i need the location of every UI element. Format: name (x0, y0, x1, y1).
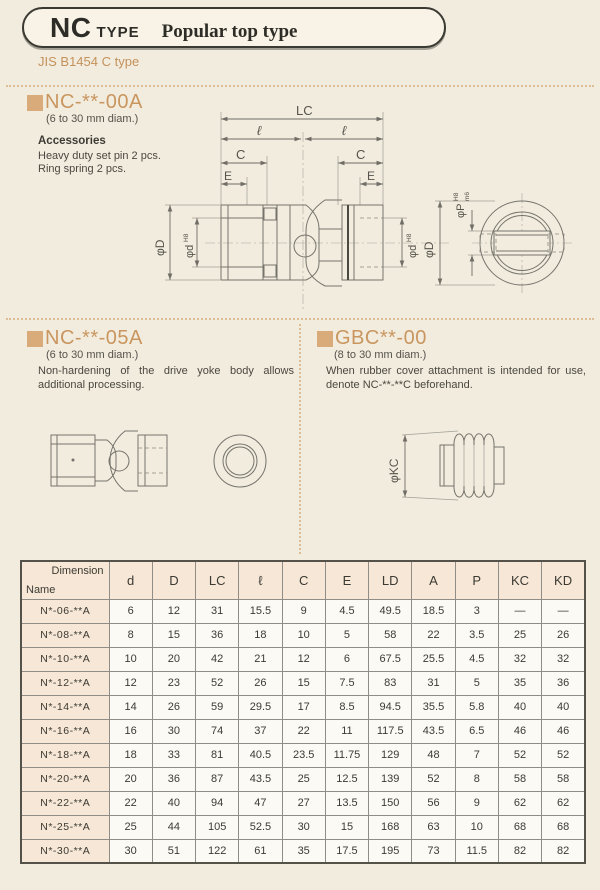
diameter-range: (8 to 30 mm diam.) (334, 349, 427, 361)
ring-end-view (214, 435, 266, 487)
column-header: C (282, 561, 325, 599)
rubber-bellows (440, 434, 504, 498)
table-row (21, 767, 585, 791)
phi-d-outer-left-label: φD (153, 239, 167, 256)
phi-kc-label: φKC (387, 458, 401, 483)
table-cell: 117.5 (369, 719, 412, 743)
table-cell: 6 (325, 647, 368, 671)
table-cell: 36 (152, 767, 195, 791)
centerlines (205, 132, 574, 310)
table-cell: 46 (498, 719, 541, 743)
table-cell: 56 (412, 791, 455, 815)
table-cell: 36 (542, 671, 585, 695)
table-cell: 52 (196, 671, 239, 695)
dim-label-lc: LC (296, 103, 313, 118)
row-name-cell: N*-18-**A (21, 743, 109, 767)
table-cell: 15 (325, 815, 368, 839)
table-cell: 168 (369, 815, 412, 839)
table-cell: 25 (498, 623, 541, 647)
section-bullet-icon (27, 331, 43, 347)
table-cell: 15 (282, 671, 325, 695)
table-cell: 52 (498, 743, 541, 767)
row-name-cell: N*-20-**A (21, 767, 109, 791)
table-cell: 10 (109, 647, 152, 671)
dim-label-c-right: C (356, 147, 366, 162)
table-cell: 8 (455, 767, 498, 791)
table-cell: 3 (455, 599, 498, 623)
row-name-cell: N*-08-**A (21, 623, 109, 647)
series-code: NC (50, 12, 92, 43)
table-cell: 11.5 (455, 839, 498, 863)
table-cell: 22 (109, 791, 152, 815)
table-row (21, 719, 585, 743)
section-description: Non-hardening of the drive yoke body allows additional processing. (38, 365, 294, 391)
phi-p-label: φP (455, 203, 467, 218)
table-cell: 48 (412, 743, 455, 767)
table-cell: 40 (498, 695, 541, 719)
table-cell: 10 (455, 815, 498, 839)
main-drawing (150, 98, 595, 316)
row-name-cell: N*-14-**A (21, 695, 109, 719)
section-title-nc05a (27, 327, 143, 350)
diameter-range: (6 to 30 mm diam.) (46, 113, 139, 125)
yoke-side-view (51, 431, 167, 491)
table-cell: 32 (498, 647, 541, 671)
table-cell: 26 (542, 623, 585, 647)
dotted-separator-top (6, 85, 594, 87)
table-cell: 8 (109, 623, 152, 647)
table-cell: 52 (412, 767, 455, 791)
table-cell: 33 (152, 743, 195, 767)
table-cell: 15 (152, 623, 195, 647)
column-header: KC (498, 561, 541, 599)
column-header: ℓ (239, 561, 282, 599)
table-cell: 11.75 (325, 743, 368, 767)
table-cell: 36 (196, 623, 239, 647)
table-cell: 129 (369, 743, 412, 767)
table-cell: 5.8 (455, 695, 498, 719)
table-row (21, 647, 585, 671)
dim-label-l-left: ℓ (257, 123, 262, 138)
table-body (21, 599, 585, 863)
accessory-line: Heavy duty set pin 2 pcs. (38, 150, 161, 162)
table-cell: 30 (152, 719, 195, 743)
table-cell: 12 (152, 599, 195, 623)
extension-lines (165, 112, 495, 285)
table-row (21, 839, 585, 863)
table-cell: 62 (498, 791, 541, 815)
table-cell: 31 (196, 599, 239, 623)
table-cell: 94.5 (369, 695, 412, 719)
column-header: D (152, 561, 195, 599)
table-cell: 44 (152, 815, 195, 839)
table-row (21, 695, 585, 719)
row-name-cell: N*-06-**A (21, 599, 109, 623)
table-cell: 11 (325, 719, 368, 743)
table-row (21, 743, 585, 767)
table-cell: 21 (239, 647, 282, 671)
table-cell: 59 (196, 695, 239, 719)
table-cell: 40 (542, 695, 585, 719)
table-cell: 4.5 (325, 599, 368, 623)
table-cell: 22 (282, 719, 325, 743)
table-header-row (21, 561, 585, 599)
table-cell: 68 (542, 815, 585, 839)
accessory-line: Ring spring 2 pcs. (38, 163, 127, 175)
table-cell: 32 (542, 647, 585, 671)
section-title-gbc00 (317, 327, 427, 350)
table-cell: 25 (282, 767, 325, 791)
phi-d-outer-right-label: φD (422, 241, 436, 258)
table-cell: 27 (282, 791, 325, 815)
table-cell: 82 (542, 839, 585, 863)
table-cell: 195 (369, 839, 412, 863)
table-cell: 25.5 (412, 647, 455, 671)
table-cell: 42 (196, 647, 239, 671)
section-bullet-icon (27, 95, 43, 111)
corner-dimension-label: Dimension (51, 565, 104, 577)
table-cell: 12 (282, 647, 325, 671)
table-cell: 83 (369, 671, 412, 695)
table-cell: 122 (196, 839, 239, 863)
table-cell: 13.5 (325, 791, 368, 815)
column-header: LD (369, 561, 412, 599)
table-cell: — (498, 599, 541, 623)
table-cell: 87 (196, 767, 239, 791)
section-title-nc00a (27, 91, 143, 114)
section-description: When rubber cover attachment is intended for use, denote NC-**-**C beforehand. (326, 365, 586, 391)
table-cell: 10 (282, 623, 325, 647)
table-cell: 12.5 (325, 767, 368, 791)
table-cell: 82 (498, 839, 541, 863)
table-cell: 22 (412, 623, 455, 647)
phi-d-inner-right-label: φd (407, 244, 419, 258)
dimension-table (20, 560, 586, 864)
table-cell: 25 (109, 815, 152, 839)
table-cell: 20 (152, 647, 195, 671)
section-bullet-icon (317, 331, 333, 347)
table-row (21, 815, 585, 839)
table-cell: 58 (369, 623, 412, 647)
table-cell: 15.5 (239, 599, 282, 623)
column-header: E (325, 561, 368, 599)
table-cell: 6 (109, 599, 152, 623)
table-cell: 46 (542, 719, 585, 743)
table-cell: 14 (109, 695, 152, 719)
section-title-text: NC-**-00A (45, 91, 143, 113)
table-cell: 58 (542, 767, 585, 791)
table-row (21, 599, 585, 623)
table-cell: 43.5 (412, 719, 455, 743)
dim-label-e-right: E (367, 169, 376, 183)
table-cell: — (542, 599, 585, 623)
column-header: P (455, 561, 498, 599)
diameter-range: (6 to 30 mm diam.) (46, 349, 139, 361)
row-name-cell: N*-25-**A (21, 815, 109, 839)
table-cell: 35.5 (412, 695, 455, 719)
series-type-label: TYPE (96, 24, 140, 41)
table-cell: 18.5 (412, 599, 455, 623)
dim-label-c-left: C (236, 147, 246, 162)
table-cell: 5 (455, 671, 498, 695)
table-cell: 12 (109, 671, 152, 695)
table-row (21, 671, 585, 695)
table-row (21, 623, 585, 647)
table-cell: 139 (369, 767, 412, 791)
table-cell: 6.5 (455, 719, 498, 743)
table-cell: 29.5 (239, 695, 282, 719)
phi-d-inner-left-label: φd (184, 244, 196, 258)
row-name-cell: N*-16-**A (21, 719, 109, 743)
row-name-cell: N*-30-**A (21, 839, 109, 863)
table-cell: 9 (455, 791, 498, 815)
nc05a-drawing (35, 423, 297, 533)
extension-lines (402, 431, 458, 500)
dotted-separator-middle (6, 318, 594, 320)
table-cell: 31 (412, 671, 455, 695)
column-header: A (412, 561, 455, 599)
table-cell: 40 (152, 791, 195, 815)
dim-label-l-right: ℓ (342, 123, 347, 138)
table-cell: 17.5 (325, 839, 368, 863)
table-cell: 63 (412, 815, 455, 839)
table-cell: 58 (498, 767, 541, 791)
table-cell: 18 (109, 743, 152, 767)
accessories-heading: Accessories (38, 135, 106, 147)
section-title-text: GBC**-00 (335, 327, 427, 349)
section-title-text: NC-**-05A (45, 327, 143, 349)
table-cell: 5 (325, 623, 368, 647)
table-cell: 4.5 (455, 647, 498, 671)
tolerance-h8-label: H8 (183, 233, 190, 242)
table-cell: 37 (239, 719, 282, 743)
table-cell: 7.5 (325, 671, 368, 695)
table-cell: 3.5 (455, 623, 498, 647)
column-header: d (109, 561, 152, 599)
table-corner-cell (21, 561, 109, 599)
table-cell: 67.5 (369, 647, 412, 671)
header-title: Popular top type (161, 21, 298, 42)
table-cell: 20 (109, 767, 152, 791)
table-cell: 47 (239, 791, 282, 815)
gbc-drawing (340, 415, 570, 535)
table-cell: 43.5 (239, 767, 282, 791)
table-cell: 74 (196, 719, 239, 743)
row-name-cell: N*-22-**A (21, 791, 109, 815)
table-cell: 7 (455, 743, 498, 767)
table-cell: 26 (152, 695, 195, 719)
table-cell: 51 (152, 839, 195, 863)
table-cell: 17 (282, 695, 325, 719)
table-cell: 52.5 (239, 815, 282, 839)
table-cell: 61 (239, 839, 282, 863)
table-cell: 16 (109, 719, 152, 743)
table-cell: 18 (239, 623, 282, 647)
dimension-lines (170, 119, 472, 285)
table-cell: 49.5 (369, 599, 412, 623)
table-cell: 73 (412, 839, 455, 863)
row-name-cell: N*-12-**A (21, 671, 109, 695)
table-cell: 26 (239, 671, 282, 695)
table-cell: 30 (109, 839, 152, 863)
table-cell: 23 (152, 671, 195, 695)
table-cell: 40.5 (239, 743, 282, 767)
table-cell: 150 (369, 791, 412, 815)
header-box (22, 7, 446, 48)
table-cell: 30 (282, 815, 325, 839)
tolerance-m6-label: m6 (464, 191, 471, 201)
dotted-divider-vertical (299, 324, 301, 554)
table-cell: 62 (542, 791, 585, 815)
corner-name-label: Name (26, 583, 56, 596)
dim-label-e-left: E (224, 169, 233, 183)
table-cell: 94 (196, 791, 239, 815)
table-cell: 9 (282, 599, 325, 623)
row-name-cell: N*-10-**A (21, 647, 109, 671)
tolerance-h8-label: H8 (406, 233, 413, 242)
table-cell: 68 (498, 815, 541, 839)
table-cell: 81 (196, 743, 239, 767)
column-header: LC (196, 561, 239, 599)
table-cell: 105 (196, 815, 239, 839)
table-cell: 23.5 (282, 743, 325, 767)
table-row (21, 791, 585, 815)
table-cell: 8.5 (325, 695, 368, 719)
table-cell: 52 (542, 743, 585, 767)
column-header: KD (542, 561, 585, 599)
table-cell: 35 (282, 839, 325, 863)
jis-standard-label: JIS B1454 C type (38, 54, 140, 69)
tolerance-h8-label: H8 (453, 192, 460, 201)
table-cell: 35 (498, 671, 541, 695)
